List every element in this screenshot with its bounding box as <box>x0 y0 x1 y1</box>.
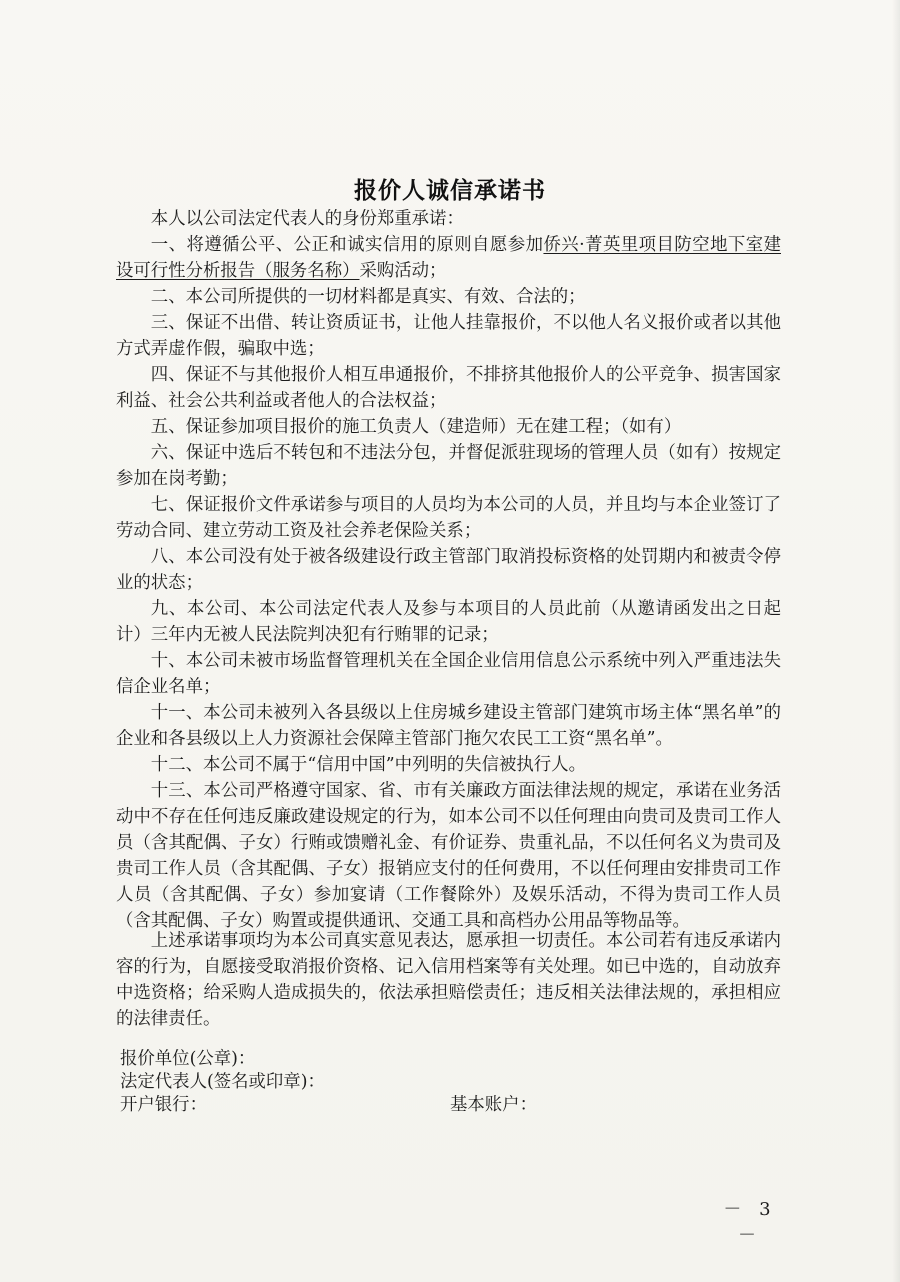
commitment-item-11: 十一、本公司未被列入各县级以上住房城乡建设主管部门建筑市场主体“黑名单”的企业和各县级以上人力资源社会保障主管部门拖欠农民工工资“黑名单”。 <box>116 703 781 749</box>
project-name: 侨兴·菁英里项目防空地下室建设可行性分析报告（服务名称） <box>116 235 781 281</box>
commitment-item-7: 七、保证报价文件承诺参与项目的人员均为本公司的人员，并且均与本企业签订了劳动合同、建立劳动工资及社会养老保险关系； <box>116 495 781 541</box>
document-title: 报价人诚信承诺书 <box>354 178 546 204</box>
item1-prefix: 一、将遵循公平、公正和诚实信用的原则自愿参加 <box>150 235 544 255</box>
commitment-item-13: 十三、本公司严格遵守国家、省、市有关廉政方面法律法规的规定，承诺在业务活动中不存在任何违反廉政建设规定的行为，如本公司不以任何理由向贵司及贵司工作人员（含其配偶、子女）行贿或馈赠礼金、有价证券、贵重礼品，不以任何名义为贵司及贵司工作人员（含其配偶、子女）报销应支付的任何费用，不以任何理由安排贵司工作人员（含其配偶、子女）参加宴请（工作餐除外）及娱乐活动，不得为贵司工作人员（含其配偶、子女）购置或提供通讯、交通工具和高档办公用品等物品等。 <box>116 781 781 931</box>
intro-paragraph: 本人以公司法定代表人的身份郑重承诺： <box>150 209 464 229</box>
commitment-item-9: 九、本公司、本公司法定代表人及参与本项目的人员此前（从邀请函发出之日起计）三年内无被人民法院判决犯有行贿罪的记录； <box>116 599 781 645</box>
sign-row-legal-rep <box>120 1071 760 1094</box>
commitment-item-2: 二、本公司所提供的一切材料都是真实、有效、合法的； <box>150 287 586 307</box>
item1-suffix: 采购活动； <box>359 261 447 281</box>
closing-statement <box>116 928 781 1032</box>
commitment-item-1 <box>116 232 781 284</box>
commitment-item-4: 四、保证不与其他报价人相互串通报价，不排挤其他报价人的公平竞争、损害国家利益、社会公共利益或者他人的合法权益； <box>116 365 781 411</box>
commitment-body <box>116 206 781 934</box>
sign-row-unit <box>120 1048 760 1071</box>
signature-block <box>120 1048 760 1117</box>
bank-label: 开户银行： <box>120 1095 207 1115</box>
sign-row-bank <box>120 1094 760 1117</box>
closing-paragraph: 上述承诺事项均为本公司真实意见表达，愿承担一切责任。本公司若有违反承诺内容的行为，自愿接受取消报价资格、记入信用档案等有关处理。如已中选的，自动放弃中选资格；给采购人造成损失的，依法承担赔偿责任；违反相关法律法规的，承担相应的法律责任。 <box>116 931 781 1029</box>
commitment-item-5: 五、保证参加项目报价的施工负责人（建造师）无在建工程；（如有） <box>150 417 682 437</box>
commitment-item-3: 三、保证不出借、转让资质证书，让他人挂靠报价，不以他人名义报价或者以其他方式弄虚作假，骗取中选； <box>116 313 781 359</box>
commitment-item-6: 六、保证中选后不转包和不违法分包，并督促派驻现场的管理人员（如有）按规定参加在岗考勤； <box>116 443 781 489</box>
bidder-seal-label: 报价单位(公章)： <box>120 1049 256 1069</box>
commitment-item-12: 十二、本公司不属于“信用中国”中列明的失信被执行人。 <box>150 755 586 775</box>
basic-account-label: 基本账户： <box>450 1095 537 1115</box>
commitment-item-8: 八、本公司没有处于被各级建设行政主管部门取消投标资格的处罚期内和被责令停业的状态； <box>116 547 781 593</box>
commitment-item-10: 十、本公司未被市场监督管理机关在全国企业信用信息公示系统中列入严重违法失信企业名单； <box>116 651 781 697</box>
legal-representative-label: 法定代表人(签名或印章)： <box>120 1072 325 1092</box>
page-number: － 3 － <box>723 1199 777 1246</box>
